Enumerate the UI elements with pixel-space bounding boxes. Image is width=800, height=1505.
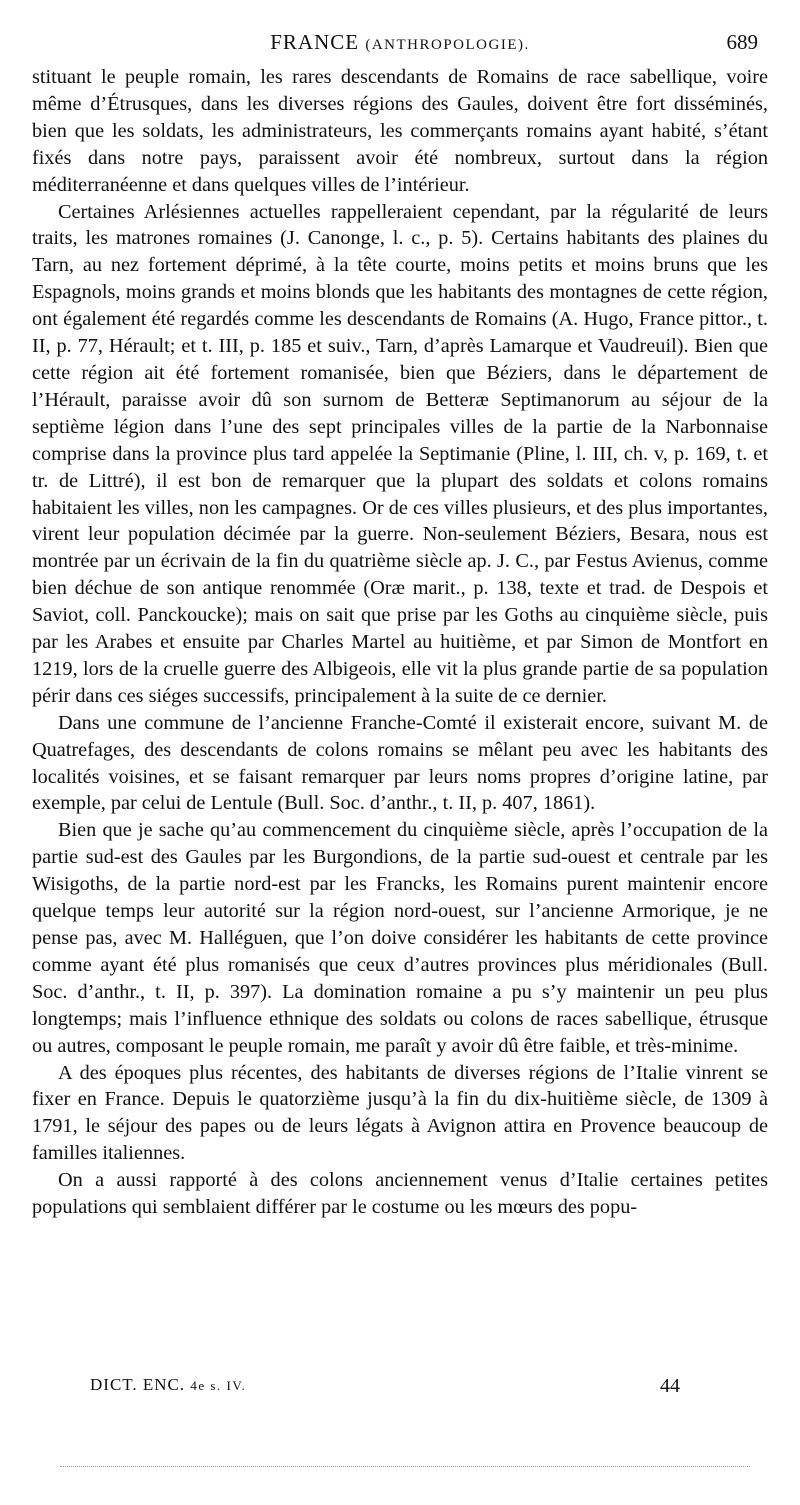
page-footer (90, 1375, 710, 1401)
paragraph-5: A des époques plus récentes, des habitants de diverses régions de l’Italie vinrent se fixer en France. Depuis le quatorzième jusqu’à la fin du dix-huitième siècle, de 1309 à 1791, le séjour des papes ou de leurs légats à Avignon attira en Provence beaucoup de familles italiennes. (32, 1061, 768, 1165)
running-header (30, 30, 770, 60)
page-number: 689 (726, 30, 758, 54)
paragraph-4: Bien que je sache qu’au commencement du cinquième siècle, après l’occupation de la partie sud-est des Gaules par les Burgondions, de la partie sud-ouest et centrale par les Wisigoths, de la partie nord-est par les Francks, les Romains purent maintenir encore quelque temps leur autorité sur la région nord-ouest, sur l’ancienne Armorique, je ne pense pas, avec M. Halléguen, que l’on doive considérer les habitants de cette province comme ayant été plus romanisés que ceux d’autres provinces plus méridionales (Bull. Soc. d’anthr., t. II, p. 397). La domination romaine a pu s’y maintenir un peu plus longtemps; mais l’influence ethnique des soldats ou colons de races sabellique, étrusque ou autres, composant le peuple romain, me paraît y avoir dû être faible, et très-minime. (32, 819, 768, 1057)
printer-signature (90, 1375, 246, 1395)
paragraph-2: Certaines Arlésiennes actuelles rappelleraient cependant, par la régularité de leurs traits, les matrones romaines (J. Canonge, l. c., p. 5). Certains habitants des plaines du Tarn, au nez fortement déprimé, à la tête courte, moins petits et moins bruns que les Espagnols, moins grands et moins blonds que les habitants des montagnes de cette région, ont également été regardés comme les descendants de Romains (A. Hugo, France pittor., t. II, p. 77, Hérault; et t. III, p. 185 et suiv., Tarn, d’après Lamarque et Vaudreuil). Bien que cette région ait été fortement romanisée, bien que Béziers, dans le département de l’Hérault, paraisse avoir dû son surnom de Betteræ Septimanorum au séjour de la septième légion dans l’une des sept principales villes de la partie de la Narbonnaise comprise dans la province plus tard appelée la Septimanie (Pline, l. III, ch. v, p. 169, t. et tr. de Littré), il est bon de remarquer que la plupart des soldats et colons romains habitaient les villes, non les campagnes. Or de ces villes plusieurs, et des plus importantes, virent leur population décimée par la guerre. Non-seulement Béziers, Besara, nous est montrée par un écrivain de la fin du quatrième siècle ap. J. C., par Festus Avienus, comme bien déchue de son antique renommée (Oræ marit., p. 138, texte et trad. de Despois et Saviot, coll. Panckoucke); mais on sait que prise par les Goths au cinquième siècle, puis par les Arabes et ensuite par Charles Martel au huitième, et par Simon de Montfort en 1219, lors de la cruelle guerre des Albigeois, elle vit la plus grande partie de sa population périr dans ces siéges successifs, principalement à la suite de ce dernier. (32, 200, 768, 707)
running-title-sub: (ANTHROPOLOGIE). (365, 37, 530, 53)
paragraph-6: On a aussi rapporté à des colons anciennement venus d’Italie certaines petites populations qui semblaient différer par le costume ou les mœurs des popu- (32, 1169, 768, 1219)
bottom-dotted-rule (60, 1466, 750, 1467)
running-title (30, 30, 770, 55)
sheet-number: 44 (660, 1375, 680, 1397)
paragraph-1: stituant le peuple romain, les rares descendants de Romains de race sabellique, voire même d’Étrusques, dans les diverses régions des Gaules, doivent être fort disséminés, bien que les soldats, les administrateurs, les commerçants romains ayant habité, s’étant fixés dans notre pays, paraissent avoir été nombreux, surtout dans la région méditerranéenne et dans quelques villes de l’intérieur. (32, 66, 768, 196)
paragraph-3: Dans une commune de l’ancienne Franche-Comté il existerait encore, suivant M. de Quatrefages, des descendants de colons romains se mêlant peu avec les habitants des localités voisines, et se faisant remarquer par leurs noms propres d’origine latine, par exemple, par celui de Lentule (Bull. Soc. d’anthr., t. II, p. 407, 1861). (32, 711, 768, 815)
signature-sub: 4e s. IV. (190, 1378, 247, 1393)
body-text (32, 64, 768, 1221)
signature-main: DICT. ENC. (90, 1375, 186, 1394)
running-title-main: FRANCE (270, 30, 360, 54)
